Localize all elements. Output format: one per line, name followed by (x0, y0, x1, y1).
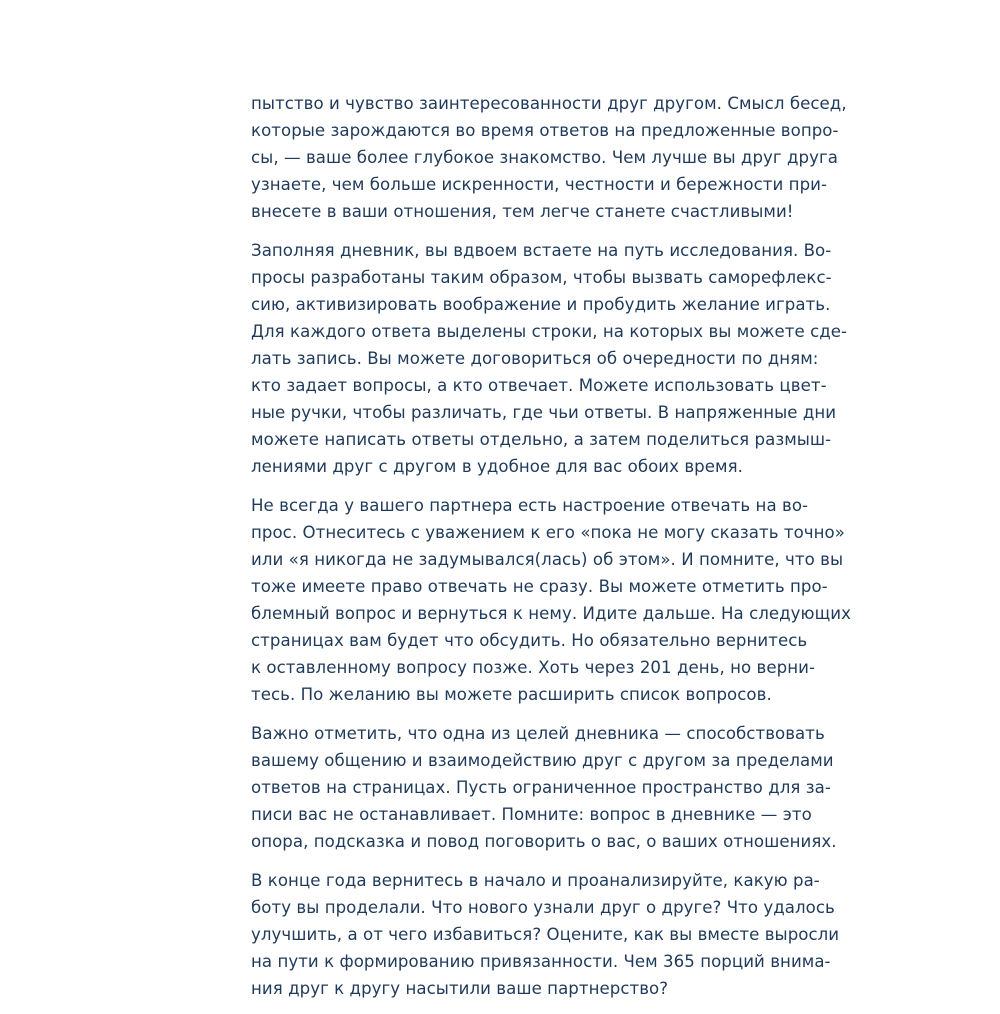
text-line: тесь. По желанию вы можете расширить список вопросов. (251, 685, 772, 704)
text-line: прос. Отнеситесь с уважением к его «пока не могу сказать точно» (251, 523, 845, 542)
text-line: пытство и чувство заинтересованности друг другом. Смысл бесед, (251, 94, 847, 113)
text-line: лать запись. Вы можете договориться об очередности по дням: (251, 349, 819, 368)
text-line: лениями друг с другом в удобное для вас обоих время. (251, 457, 743, 476)
text-line: внесете в ваши отношения, тем легче станете счастливыми! (251, 202, 794, 221)
text-line: писи вас не останавливает. Помните: вопрос в дневнике — это (251, 805, 812, 824)
text-line: Не всегда у вашего партнера есть настроение отвечать на во- (251, 496, 809, 515)
paragraph-3 (251, 492, 851, 708)
paragraph-2 (251, 237, 848, 480)
text-line: узнаете, чем больше искренности, честности и бережности при- (251, 175, 828, 194)
text-line: сы, — ваше более глубокое знакомство. Чем лучше вы друг друга (251, 148, 838, 167)
text-line: боту вы проделали. Что нового узнали друг о друге? Что удалось (251, 898, 835, 917)
text-line: на пути к формированию привязанности. Чем 365 порций внима- (251, 952, 831, 971)
text-line: к оставленному вопросу позже. Хоть через 201 день, но верни- (251, 658, 816, 677)
text-line: улучшить, а от чего избавиться? Оцените, как вы вместе выросли (251, 925, 840, 944)
text-line: опора, подсказка и повод поговорить о вас, о ваших отношениях. (251, 832, 837, 851)
text-line: кто задает вопросы, а кто отвечает. Можете использовать цвет- (251, 376, 827, 395)
text-line: которые зарождаются во время ответов на предложенные вопро- (251, 121, 839, 140)
text-line: ответов на страницах. Пусть ограниченное пространство для за- (251, 778, 831, 797)
text-line: вашему общению и взаимодействию друг с другом за пределами (251, 751, 834, 770)
text-line: ные ручки, чтобы различать, где чьи ответы. В напряженные дни (251, 403, 837, 422)
text-line: просы разработаны таким образом, чтобы вызвать саморефлекс- (251, 268, 832, 287)
text-line: сию, активизировать воображение и пробудить желание играть. (251, 295, 831, 314)
text-line: Для каждого ответа выделены строки, на которых вы можете сде- (251, 322, 848, 341)
text-line: Заполняя дневник, вы вдвоем встаете на путь исследования. Во- (251, 241, 832, 260)
text-line: тоже имеете право отвечать не сразу. Вы можете отметить про- (251, 577, 828, 596)
text-line: можете написать ответы отдельно, а затем поделиться размыш- (251, 430, 832, 449)
paragraph-1 (251, 90, 847, 225)
text-line: Важно отметить, что одна из целей дневника — способствовать (251, 724, 825, 743)
paragraph-4 (251, 720, 837, 855)
body-text (251, 90, 851, 1014)
text-line: В конце года вернитесь в начало и проанализируйте, какую ра- (251, 871, 820, 890)
text-line: или «я никогда не задумывался(лась) об этом». И помните, что вы (251, 550, 844, 569)
text-line: блемный вопрос и вернуться к нему. Идите дальше. На следующих (251, 604, 851, 623)
text-line: ния друг к другу насытили ваше партнерство? (251, 979, 669, 998)
paragraph-5 (251, 867, 840, 1002)
text-line: страницах вам будет что обсудить. Но обязательно вернитесь (251, 631, 808, 650)
